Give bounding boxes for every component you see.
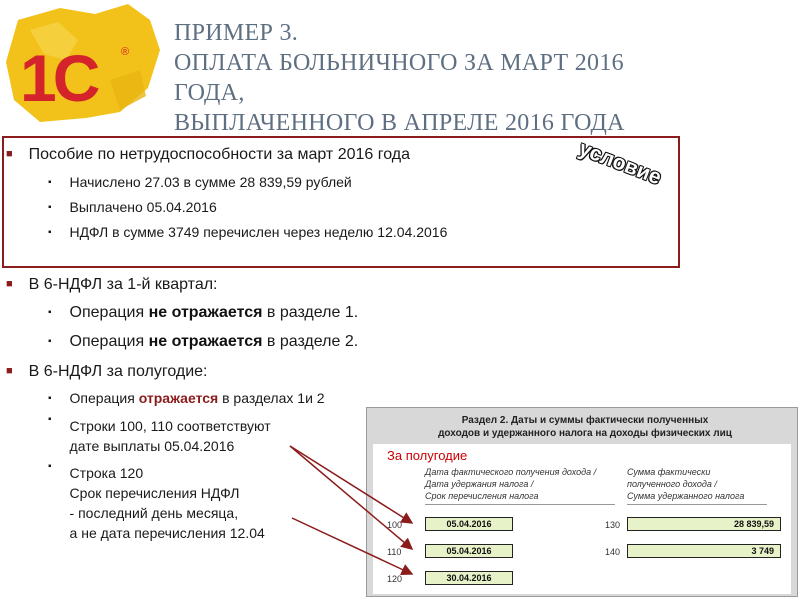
title-line-3: ГОДА, (174, 80, 245, 106)
date-cell: 05.04.2016 (425, 544, 513, 558)
bullet-marker: ■ (6, 148, 13, 160)
arrow-to-row-120 (292, 518, 412, 574)
form-col1-header: Дата фактического получения дохода / Дата удержания налога / Срок перечисления налога (425, 467, 597, 501)
row-code: 130 (605, 520, 621, 530)
bullet-marker: ▪ (48, 177, 52, 188)
title-line-1: ПРИМЕР 3. (174, 20, 299, 46)
bullet-marker: ▪ (48, 336, 52, 347)
condition-item: ▪ Начислено 27.03 в сумме 28 839,59 рублей (48, 174, 352, 190)
bullet-marker: ▪ (48, 393, 52, 404)
amount-cell: 3 749 (627, 544, 781, 558)
bullet-marker: ▪ (48, 227, 52, 238)
date-cell: 30.04.2016 (425, 571, 513, 585)
svg-text:®: ® (121, 46, 130, 58)
half-heading: ■ В 6-НДФЛ за полугодие: (6, 363, 208, 380)
bullet-marker: ▪ (48, 202, 52, 213)
half-item: ▪ Операция отражается в разделах 1и 2 (48, 390, 325, 406)
form-period-label: За полугодие (387, 448, 468, 463)
logo-text: 1С (20, 41, 97, 115)
bullet-marker: ■ (6, 365, 13, 377)
row-code: 100 (387, 520, 403, 530)
q1-item: ▪ Операция не отражается в разделе 2. (48, 333, 359, 350)
half-item: ▪ Строка 120 Срок перечисления НДФЛ - последний день месяца, а не дата перечисления 12.04 (48, 461, 265, 541)
bullet-marker: ■ (6, 278, 13, 290)
date-cell: 05.04.2016 (425, 517, 513, 531)
condition-heading: ■ Пособие по нетрудоспособности за март 2016 года (6, 146, 410, 163)
row-code: 110 (387, 547, 402, 557)
title-line-4: ВЫПЛАЧЕННОГО В АПРЕЛЕ 2016 ГОДА (174, 110, 625, 136)
condition-item: ▪ НДФЛ в сумме 3749 перечислен через неделю 12.04.2016 (48, 224, 448, 240)
arrow-to-row-110 (290, 446, 412, 549)
condition-stamp: условие (575, 137, 665, 190)
title-line-2: ОПЛАТА БОЛЬНИЧНОГО ЗА МАРТ 2016 (174, 50, 624, 76)
half-item: ▪ Строки 100, 110 соответствуют дате выплаты 05.04.2016 (48, 414, 271, 454)
q1-heading: ■ В 6-НДФЛ за 1-й квартал: (6, 276, 218, 293)
row-code: 140 (605, 547, 621, 557)
amount-cell: 28 839,59 (627, 517, 781, 531)
bullet-marker: ▪ (48, 414, 52, 425)
bullet-marker: ▪ (48, 307, 52, 318)
condition-item: ▪ Выплачено 05.04.2016 (48, 199, 217, 215)
form-header: Раздел 2. Даты и суммы фактически полученных доходов и удержанного налога на доходы физических лиц (438, 415, 732, 439)
bullet-marker: ▪ (48, 461, 52, 472)
form-col2-header: Сумма фактически полученного дохода / Сумма удержанного налога (627, 467, 745, 501)
q1-item: ▪ Операция не отражается в разделе 1. (48, 304, 359, 321)
row-code: 120 (387, 574, 403, 584)
arrow-to-row-100 (290, 446, 412, 523)
